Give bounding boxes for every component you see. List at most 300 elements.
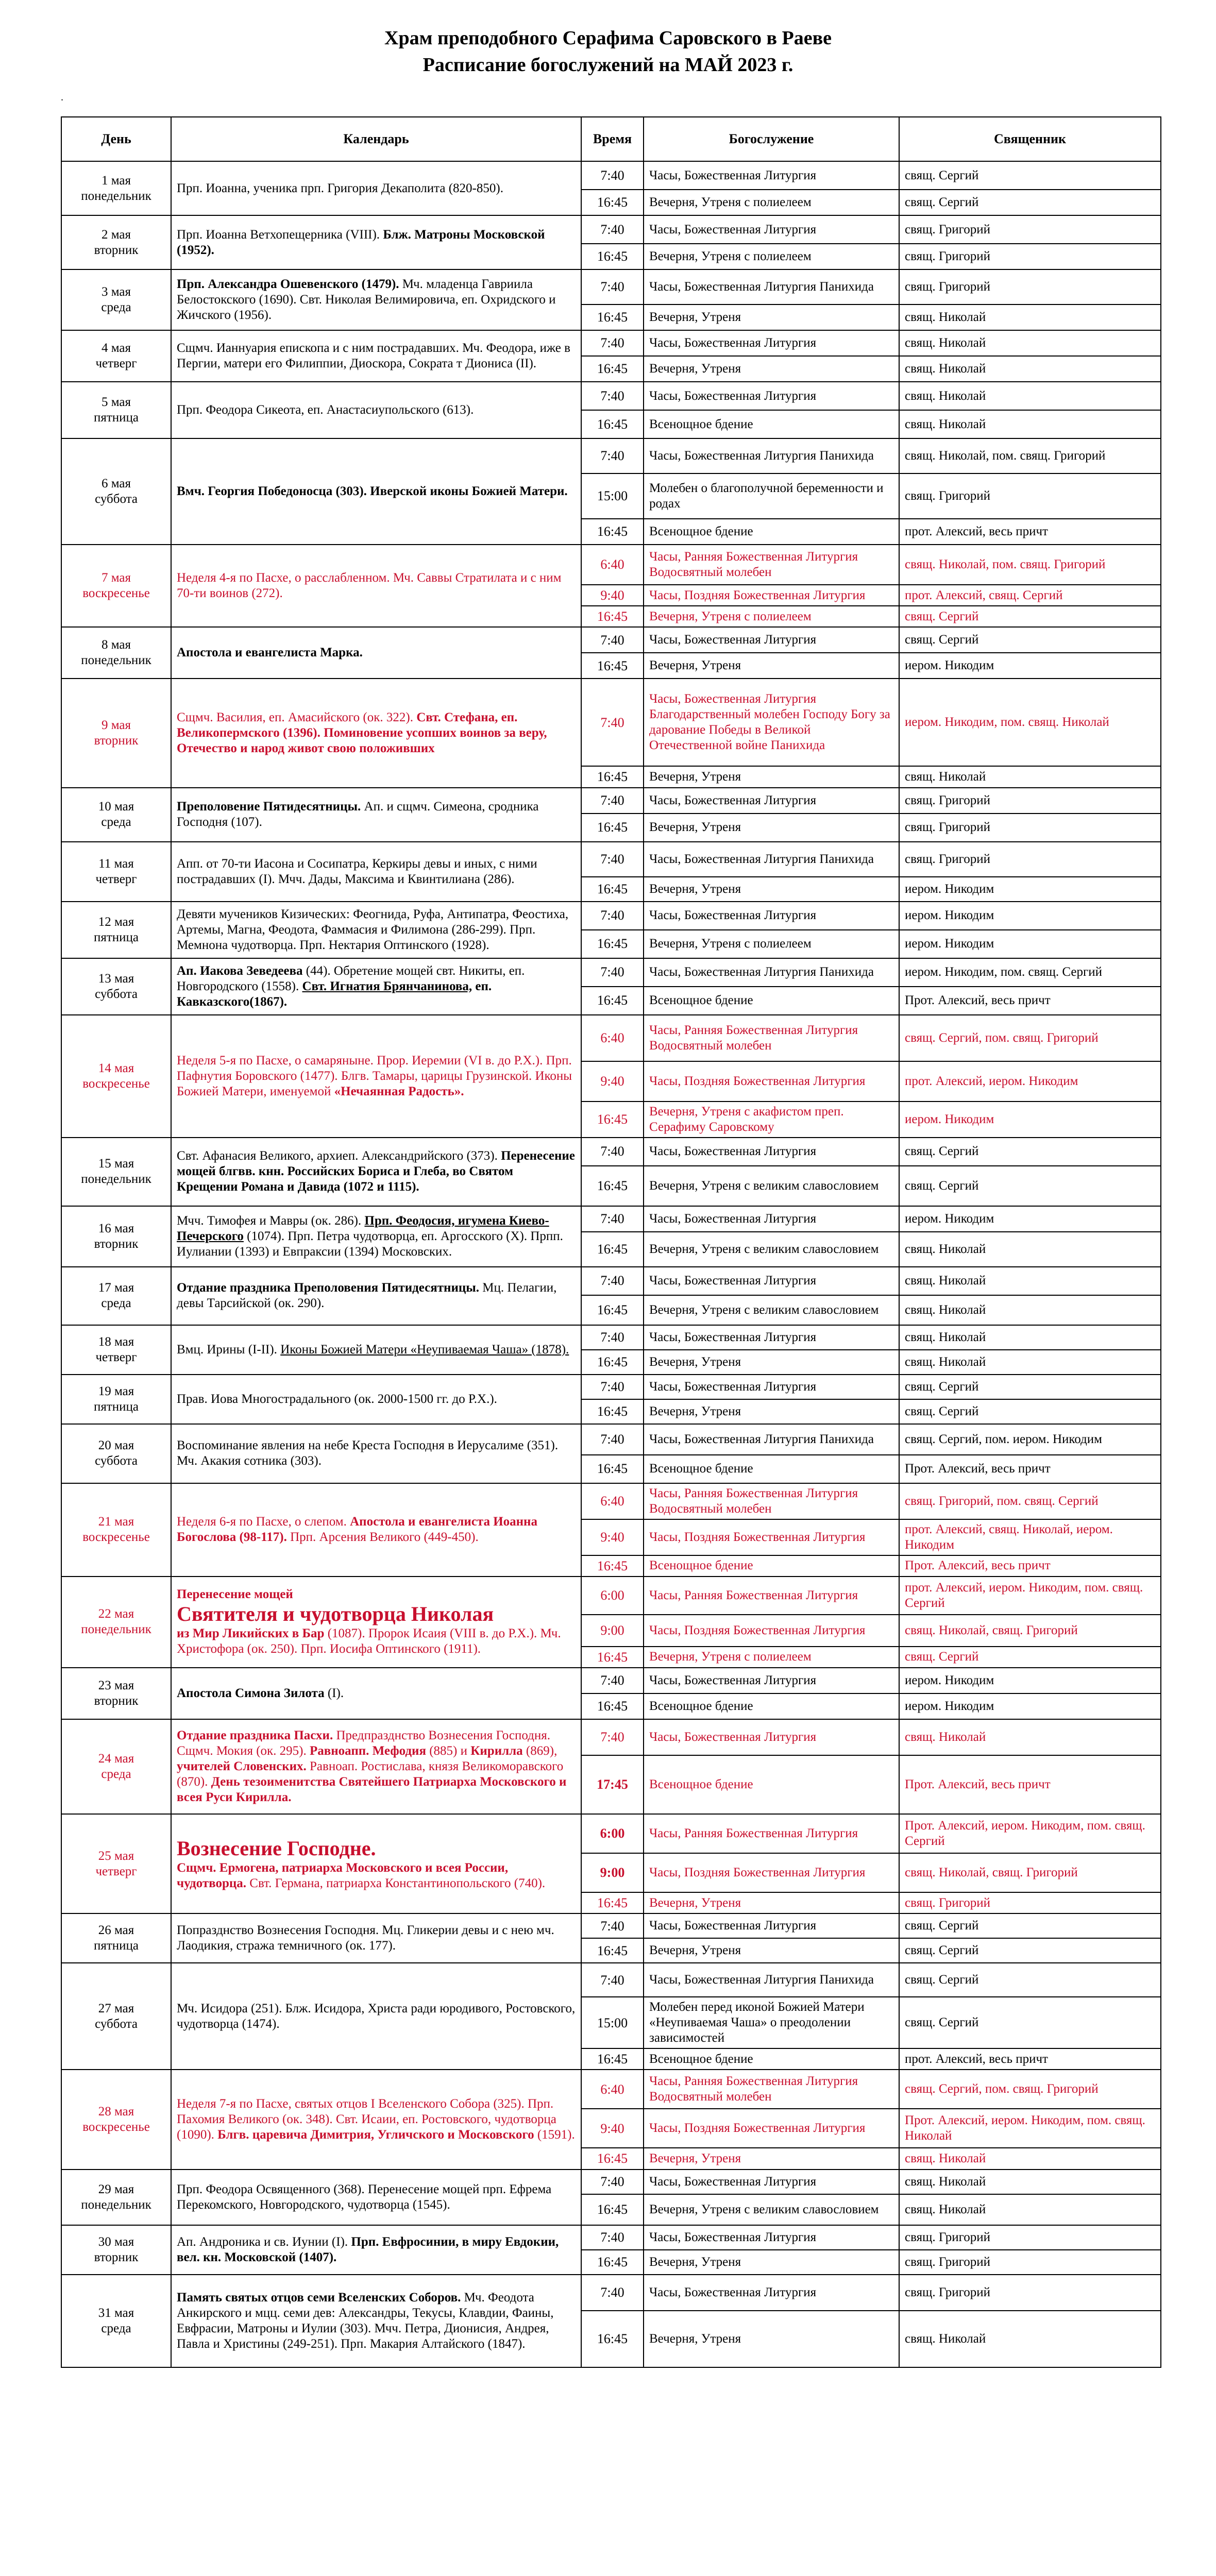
calendar-cell	[171, 269, 581, 330]
schedule-row	[61, 679, 1161, 766]
time-cell: 16:45	[581, 519, 644, 545]
time-cell: 16:45	[581, 2250, 644, 2275]
calendar-line: Равноапп. Мефодия	[310, 1743, 426, 1758]
service-cell: Вечерня, Утреня с великим славословием	[644, 2194, 899, 2225]
service-cell: Вечерня, Утреня с полиелеем	[644, 606, 899, 627]
time-cell: 9:40	[581, 1061, 644, 1101]
calendar-cell	[171, 438, 581, 545]
day-weekday: вторник	[94, 2250, 139, 2264]
schedule-row	[61, 2225, 1161, 2250]
time-cell: 9:00	[581, 1615, 644, 1647]
schedule-row	[61, 1577, 1161, 1615]
priest-cell: иером. Никодим, пом. свящ. Сергий	[899, 958, 1161, 987]
calendar-line: Мчч. Дады, Максима и Квинтилиана (286).	[278, 872, 515, 886]
calendar-line: Вмц. Ирины (I-II).	[177, 1342, 277, 1357]
calendar-line: Равноап. Ростислава, князя Великоморавского (870).	[177, 1759, 564, 1789]
time-cell: 7:40	[581, 382, 644, 410]
calendar-line: Сщмч. Василия, еп. Амасийского (ок. 322).	[177, 710, 413, 724]
day-weekday: пятница	[93, 411, 139, 425]
priest-cell: свящ. Николай	[899, 2148, 1161, 2169]
schedule-row	[61, 269, 1161, 304]
day-cell	[61, 1424, 171, 1483]
time-cell: 16:45	[581, 1166, 644, 1206]
service-cell: Молебен перед иконой Божией Матери «Неупиваемая Чаша» о преодолении зависимостей	[644, 1997, 899, 2048]
calendar-cell	[171, 2170, 581, 2225]
calendar-cell	[171, 161, 581, 215]
time-cell: 7:40	[581, 161, 644, 190]
calendar-cell	[171, 1577, 581, 1668]
priest-cell: иером. Никодим	[899, 653, 1161, 679]
time-cell: 16:45	[581, 987, 644, 1015]
calendar-line: Попразднство Вознесения Господня.	[177, 1923, 379, 1938]
calendar-line: Перенесение мощей	[177, 1587, 293, 1602]
time-cell: 7:40	[581, 1668, 644, 1693]
day-date: 30 мая	[98, 2234, 134, 2249]
priest-cell: свящ. Сергий	[899, 1913, 1161, 1938]
service-cell: Часы, Божественная Литургия	[644, 2225, 899, 2250]
calendar-cell	[171, 2070, 581, 2169]
service-cell: Вечерня, Утреня	[644, 814, 899, 842]
calendar-line: Мч. младенца Гавриила Белостокского (1690). Свт. Николая Велимировича, еп. Охридского и Жичского (1956).	[177, 277, 556, 322]
schedule-row	[61, 1483, 1161, 1519]
time-cell: 7:40	[581, 1325, 644, 1350]
time-cell: 16:45	[581, 1555, 644, 1577]
priest-cell: свящ. Николай, пом. свящ. Григорий	[899, 438, 1161, 473]
service-cell: Всенощное бдение	[644, 519, 899, 545]
time-cell: 7:40	[581, 438, 644, 473]
priest-cell: свящ. Григорий	[899, 2250, 1161, 2275]
time-cell: 9:40	[581, 2109, 644, 2148]
service-cell: Всенощное бдение	[644, 1455, 899, 1483]
day-date: 16 мая	[98, 1221, 134, 1235]
day-weekday: воскресенье	[82, 2120, 150, 2134]
calendar-line: Вознесение Господне.	[177, 1836, 376, 1860]
calendar-line: Преполовение Пятидесятницы.	[177, 800, 361, 814]
day-cell	[61, 679, 171, 787]
priest-cell: свящ. Николай	[899, 1719, 1161, 1755]
day-cell	[61, 2275, 171, 2367]
time-cell: 7:40	[581, 842, 644, 877]
calendar-cell	[171, 902, 581, 958]
priest-cell: иером. Никодим	[899, 1206, 1161, 1232]
calendar-line: Неделя 6-я по Пасхе, о слепом.	[177, 1515, 347, 1529]
service-cell: Всенощное бдение	[644, 1555, 899, 1577]
service-cell: Часы, Божественная Литургия Панихида	[644, 958, 899, 987]
time-cell: 7:40	[581, 627, 644, 653]
schedule-row	[61, 161, 1161, 190]
service-cell: Часы, Ранняя Божественная Литургия Водосвятный молебен	[644, 1015, 899, 1061]
calendar-line: Сщмч. Ермогена, патриарха Московского и всея России, чудотворца.	[177, 1860, 509, 1890]
calendar-line: Апп. от 70-ти Иасона и Сосипатра, Керкиры девы и иных, с ними пострадавших (I).	[177, 856, 537, 886]
priest-cell: прот. Алексий, иером. Никодим, пом. свящ. Сергий	[899, 1577, 1161, 1615]
calendar-line: Прп. Пахомия Великого (ок. 348).	[177, 2096, 554, 2126]
calendar-cell	[171, 1963, 581, 2070]
calendar-line: Прп. Евфросинии, в миру Евдокии, вел. кн. Московской (1407).	[177, 2234, 559, 2264]
service-cell: Часы, Божественная Литургия	[644, 2275, 899, 2311]
header-row	[61, 117, 1161, 161]
priest-cell: прот. Алексий, иером. Никодим	[899, 1061, 1161, 1101]
day-date: 26 мая	[98, 1923, 134, 1938]
day-weekday: пятница	[93, 1939, 139, 1953]
calendar-line: Мч. Исидора (251). Блж. Исидора, Христа ради юродивого, Ростовского, чудотворца (1474).	[177, 2001, 576, 2031]
day-cell	[61, 627, 171, 679]
schedule-row	[61, 1138, 1161, 1166]
day-cell	[61, 215, 171, 269]
calendar-cell	[171, 1138, 581, 1206]
priest-cell: свящ. Николай	[899, 2194, 1161, 2225]
service-cell: Всенощное бдение	[644, 2048, 899, 2070]
calendar-cell	[171, 1483, 581, 1577]
day-date: 24 мая	[98, 1751, 134, 1766]
service-cell: Часы, Божественная Литургия	[644, 788, 899, 814]
calendar-cell	[171, 382, 581, 438]
service-cell: Часы, Поздняя Божественная Литургия	[644, 1519, 899, 1555]
priest-cell: свящ. Николай	[899, 1350, 1161, 1375]
day-weekday: среда	[101, 1296, 131, 1311]
service-cell: Часы, Ранняя Божественная Литургия Водосвятный молебен	[644, 2070, 899, 2109]
calendar-cell	[171, 1325, 581, 1375]
time-cell: 7:40	[581, 2170, 644, 2194]
calendar-line: Апостола Симона Зилота	[177, 1686, 325, 1700]
calendar-line: Прп. Пафнутия Боровского (1477).	[177, 1053, 572, 1083]
calendar-line: Вмч. Георгия Победоносца (303).	[177, 484, 367, 498]
calendar-line: Святителя и чудотворца Николая	[177, 1602, 494, 1626]
time-cell: 7:40	[581, 788, 644, 814]
service-cell: Часы, Поздняя Божественная Литургия	[644, 1061, 899, 1101]
service-cell: Часы, Поздняя Божественная Литургия	[644, 1853, 899, 1892]
priest-cell: свящ. Николай, свящ. Григорий	[899, 1615, 1161, 1647]
time-cell: 16:45	[581, 930, 644, 958]
time-cell: 7:40	[581, 1913, 644, 1938]
priest-cell: иером. Никодим	[899, 930, 1161, 958]
time-cell: 16:45	[581, 1101, 644, 1138]
day-weekday: вторник	[94, 243, 139, 257]
calendar-line: Иверской иконы Божией Матери.	[370, 484, 568, 498]
calendar-cell	[171, 330, 581, 382]
day-cell	[61, 161, 171, 215]
calendar-line: Свт. Стефана, еп. Великопермского (1396).	[177, 710, 518, 740]
service-cell: Вечерня, Утреня	[644, 1350, 899, 1375]
calendar-cell	[171, 1424, 581, 1483]
priest-cell: Прот. Алексий, иером. Никодим, пом. свящ. Сергий	[899, 1814, 1161, 1853]
priest-cell: свящ. Николай, свящ. Григорий	[899, 1853, 1161, 1892]
calendar-line: Блж. Матроны Московской (1952).	[177, 227, 545, 257]
service-cell: Часы, Божественная Литургия	[644, 1325, 899, 1350]
day-date: 25 мая	[98, 1849, 134, 1863]
service-cell: Часы, Божественная Литургия Панихида	[644, 438, 899, 473]
day-weekday: суббота	[95, 987, 138, 1001]
calendar-cell	[171, 1375, 581, 1424]
calendar-line: Апостола и евангелиста Иоанна Богослова (98-117).	[177, 1515, 537, 1545]
service-cell: Часы, Поздняя Божественная Литургия	[644, 1615, 899, 1647]
priest-cell: свящ. Григорий	[899, 215, 1161, 244]
schedule-row	[61, 1424, 1161, 1455]
service-cell: Часы, Божественная Литургия	[644, 902, 899, 930]
priest-cell: свящ. Сергий	[899, 1399, 1161, 1424]
calendar-line: Преполовения Пятидесятницы.	[294, 1281, 480, 1295]
priest-cell: иером. Никодим	[899, 1668, 1161, 1693]
schedule-body	[61, 161, 1161, 2367]
service-cell: Вечерня, Утреня с великим славословием	[644, 1166, 899, 1206]
page-title: Храм преподобного Серафима Саровского в Раеве	[384, 27, 832, 49]
priest-cell: свящ. Николай	[899, 1267, 1161, 1295]
service-cell: Часы, Божественная Литургия	[644, 2170, 899, 2194]
day-date: 22 мая	[98, 1607, 134, 1621]
day-cell	[61, 1719, 171, 1814]
day-cell	[61, 1267, 171, 1325]
calendar-line: Ап. Андроника и св. Иунии (I).	[177, 2234, 348, 2249]
calendar-line: Мц. Гликерии девы и с нею мч. Лаодикия, стража темничного (ок. 177).	[177, 1923, 554, 1953]
day-cell	[61, 788, 171, 842]
calendar-cell	[171, 788, 581, 842]
schedule-row	[61, 1719, 1161, 1755]
service-cell: Всенощное бдение	[644, 410, 899, 438]
priest-cell: иером. Никодим	[899, 1101, 1161, 1138]
day-date: 20 мая	[98, 1438, 134, 1453]
day-weekday: среда	[101, 300, 131, 314]
service-cell: Всенощное бдение	[644, 1693, 899, 1719]
priest-cell: свящ. Сергий	[899, 627, 1161, 653]
schedule-row	[61, 1375, 1161, 1399]
calendar-cell	[171, 958, 581, 1015]
service-cell: Вечерня, Утреня	[644, 356, 899, 382]
calendar-line: Прп. Феодора Сикеота, еп. Анастасиупольского (613).	[177, 403, 474, 417]
calendar-line: «Нечаянная Радость».	[334, 1084, 464, 1098]
priest-cell: свящ. Григорий	[899, 842, 1161, 877]
service-cell: Вечерня, Утреня	[644, 2250, 899, 2275]
service-cell: Часы, Божественная Литургия	[644, 1668, 899, 1693]
day-cell	[61, 1015, 171, 1138]
time-cell: 6:00	[581, 1577, 644, 1615]
day-date: 27 мая	[98, 2001, 134, 2015]
calendar-line: Иконы Божией Матери «Неупиваемая Чаша» (1878).	[280, 1342, 569, 1357]
day-weekday: понедельник	[81, 189, 151, 203]
service-cell: Часы, Божественная Литургия Панихида	[644, 1424, 899, 1455]
service-cell: Часы, Поздняя Божественная Литургия	[644, 2109, 899, 2148]
time-cell: 7:40	[581, 1267, 644, 1295]
calendar-cell	[171, 2275, 581, 2367]
priest-cell: свящ. Сергий	[899, 606, 1161, 627]
time-cell: 16:45	[581, 2148, 644, 2169]
stray-dot: .	[61, 92, 63, 103]
calendar-line: Блгв. царевича Димитрия, Угличского и Московского	[217, 2127, 534, 2142]
service-cell: Молебен о благополучной беременности и родах	[644, 473, 899, 519]
time-cell: 16:45	[581, 814, 644, 842]
day-date: 11 мая	[98, 856, 134, 871]
service-cell: Вечерня, Утреня	[644, 304, 899, 330]
day-cell	[61, 1668, 171, 1719]
time-cell: 7:40	[581, 215, 644, 244]
day-date: 21 мая	[98, 1515, 134, 1529]
time-cell: 16:45	[581, 2194, 644, 2225]
day-weekday: понедельник	[81, 1172, 151, 1187]
service-cell: Вечерня, Утреня	[644, 653, 899, 679]
time-cell: 15:00	[581, 473, 644, 519]
schedule-row	[61, 627, 1161, 653]
day-weekday: четверг	[95, 357, 137, 370]
time-cell: 16:45	[581, 1350, 644, 1375]
calendar-line: Перенесение мощей блгвв. кнн. Российских Бориса и Глеба, во Святом Крещении Романа и Давида (1072 и 1115).	[177, 1149, 575, 1194]
priest-cell: свящ. Николай, пом. свящ. Григорий	[899, 545, 1161, 585]
priest-cell: свящ. Григорий	[899, 2225, 1161, 2250]
day-date: 14 мая	[98, 1061, 134, 1075]
day-weekday: четверг	[95, 1864, 137, 1878]
calendar-line: Память святых отцов семи Вселенских Соборов.	[177, 2290, 461, 2304]
schedule-row	[61, 1814, 1161, 1853]
time-cell: 15:00	[581, 1997, 644, 2048]
day-date: 31 мая	[98, 2306, 134, 2320]
day-date: 5 мая	[102, 395, 131, 409]
calendar-line: Сщмч. Ианнуария епископа и с ним пострадавших. Мч. Феодора, иже в Пергии, матери его Филиппии, Диоскора, Сократа т Диониса (II).	[177, 341, 570, 370]
day-date: 17 мая	[98, 1281, 134, 1295]
calendar-cell	[171, 627, 581, 679]
day-weekday: четверг	[95, 872, 137, 886]
page-subtitle: Расписание богослужений на МАЙ 2023 г.	[423, 54, 793, 76]
priest-cell: Прот. Алексий, весь причт	[899, 1555, 1161, 1577]
time-cell: 16:45	[581, 766, 644, 787]
day-cell	[61, 1206, 171, 1267]
time-cell: 6:40	[581, 2070, 644, 2109]
time-cell: 6:40	[581, 1483, 644, 1519]
calendar-line: из Мир Ликийских в Бар	[177, 1626, 325, 1641]
day-weekday: понедельник	[81, 653, 151, 668]
day-weekday: воскресенье	[82, 1530, 150, 1545]
service-cell: Всенощное бдение	[644, 1755, 899, 1814]
day-date: 13 мая	[98, 971, 134, 986]
priest-cell: прот. Алексий, свящ. Сергий	[899, 585, 1161, 606]
time-cell: 9:40	[581, 585, 644, 606]
calendar-cell	[171, 1913, 581, 1963]
priest-cell: свящ. Сергий	[899, 1963, 1161, 1997]
calendar-line: (885) и	[429, 1743, 468, 1758]
time-cell: 7:40	[581, 1375, 644, 1399]
day-weekday: среда	[101, 815, 131, 829]
calendar-line: Воспоминание явления на небе Креста Господня в Иерусалиме (351). Мч. Акакия сотника (303).	[177, 1438, 559, 1468]
day-weekday: пятница	[93, 930, 139, 944]
service-cell: Вечерня, Утреня с полиелеем	[644, 190, 899, 215]
day-cell	[61, 330, 171, 382]
calendar-line: Прп. Феодосия, игумена Киево-Печерского	[177, 1213, 549, 1243]
day-weekday: понедельник	[81, 2197, 151, 2212]
service-cell: Вечерня, Утреня	[644, 2148, 899, 2169]
priest-cell: свящ. Николай	[899, 356, 1161, 382]
day-date: 2 мая	[102, 227, 131, 242]
day-weekday: четверг	[95, 1350, 137, 1364]
column-header-calendar: Календарь	[171, 117, 581, 161]
priest-cell: свящ. Николай	[899, 1325, 1161, 1350]
day-weekday: суббота	[95, 2016, 138, 2031]
day-cell	[61, 2170, 171, 2225]
column-header-day: День	[61, 117, 171, 161]
day-date: 10 мая	[98, 800, 134, 814]
time-cell: 16:45	[581, 1232, 644, 1267]
calendar-line: (44). Обретение мощей свт. Никиты, еп. Новгородского (1558).	[177, 963, 525, 993]
calendar-line: Неделя 7-я по Пасхе,	[177, 2096, 292, 2111]
time-cell: 16:45	[581, 410, 644, 438]
calendar-line: (869),	[526, 1743, 558, 1758]
priest-cell: свящ. Сергий	[899, 161, 1161, 190]
calendar-cell	[171, 1015, 581, 1138]
day-cell	[61, 842, 171, 902]
priest-cell: свящ. Григорий	[899, 269, 1161, 304]
day-cell	[61, 2070, 171, 2169]
priest-cell: свящ. Николай	[899, 2311, 1161, 2367]
time-cell: 16:45	[581, 2311, 644, 2367]
service-cell: Часы, Ранняя Божественная Литургия Водосвятный молебен	[644, 545, 899, 585]
priest-cell: иером. Никодим	[899, 902, 1161, 930]
day-date: 1 мая	[102, 173, 131, 188]
day-cell	[61, 1483, 171, 1577]
calendar-line: Апостола и евангелиста Марка.	[177, 646, 363, 660]
service-cell: Часы, Божественная Литургия	[644, 1206, 899, 1232]
calendar-line: Прав. Иова Многострадального (ок. 2000-1500 гг. до Р.Х.).	[177, 1392, 497, 1406]
time-cell: 16:45	[581, 877, 644, 902]
schedule-row	[61, 2070, 1161, 2109]
priest-cell: иером. Никодим, пом. свящ. Николай	[899, 679, 1161, 766]
calendar-line: Отдание праздника	[177, 1281, 291, 1295]
service-cell: Часы, Божественная Литургия	[644, 215, 899, 244]
calendar-line: Неделя 5-я по Пасхе, о самаряныне.	[177, 1053, 374, 1067]
day-date: 8 мая	[102, 638, 131, 652]
calendar-line: Прп. Иоанна, ученика прп. Григория Декаполита (820-850).	[177, 181, 503, 195]
calendar-line: Прп. Арсения Великого (449-450).	[290, 1530, 479, 1545]
schedule-row	[61, 215, 1161, 244]
time-cell: 6:40	[581, 545, 644, 585]
service-cell: Часы, Ранняя Божественная Литургия	[644, 1577, 899, 1615]
calendar-line: (I).	[327, 1686, 344, 1700]
calendar-line: Иконы Божией Матери, именуемой	[177, 1069, 572, 1098]
time-cell: 9:00	[581, 1853, 644, 1892]
schedule-row	[61, 1668, 1161, 1693]
day-weekday: понедельник	[81, 1622, 151, 1637]
priest-cell: Прот. Алексий, иером. Никодим, пом. свящ. Николай	[899, 2109, 1161, 2148]
column-header-time: Время	[581, 117, 644, 161]
time-cell: 7:40	[581, 679, 644, 766]
day-cell	[61, 1577, 171, 1668]
priest-cell: свящ. Сергий, пом. иером. Никодим	[899, 1424, 1161, 1455]
priest-cell: прот. Алексий, весь причт	[899, 2048, 1161, 2070]
day-cell	[61, 958, 171, 1015]
day-weekday: вторник	[94, 1236, 139, 1251]
priest-cell: иером. Никодим	[899, 1693, 1161, 1719]
day-date: 12 мая	[98, 914, 134, 929]
schedule-table	[61, 116, 1161, 2368]
calendar-cell	[171, 679, 581, 787]
time-cell: 6:00	[581, 1814, 644, 1853]
time-cell: 17:45	[581, 1755, 644, 1814]
day-date: 7 мая	[102, 571, 131, 585]
day-date: 29 мая	[98, 2182, 134, 2196]
calendar-cell	[171, 1206, 581, 1267]
calendar-cell	[171, 1668, 581, 1719]
schedule-row	[61, 1267, 1161, 1295]
calendar-line: День тезоименитства Святейшего Патриарха Московского и всея Руси Кирилла.	[177, 1774, 567, 1804]
calendar-line: Свт. Германа, патриарха Константинопольского (740).	[249, 1876, 546, 1890]
schedule-row	[61, 958, 1161, 987]
priest-cell: свящ. Сергий	[899, 1138, 1161, 1166]
priest-cell: Прот. Алексий, весь причт	[899, 1455, 1161, 1483]
priest-cell: свящ. Григорий	[899, 244, 1161, 269]
priest-cell: Прот. Алексий, весь причт	[899, 987, 1161, 1015]
day-cell	[61, 1138, 171, 1206]
time-cell: 7:40	[581, 269, 644, 304]
service-cell: Часы, Божественная Литургия	[644, 330, 899, 356]
day-cell	[61, 382, 171, 438]
calendar-line: Неделя 4-я по Пасхе, о расслабленном.	[177, 571, 390, 585]
day-weekday: пятница	[93, 1399, 139, 1414]
calendar-line: Свт. Афанасия Великого, архиеп. Александрийского (373).	[177, 1149, 498, 1163]
time-cell: 16:45	[581, 1399, 644, 1424]
